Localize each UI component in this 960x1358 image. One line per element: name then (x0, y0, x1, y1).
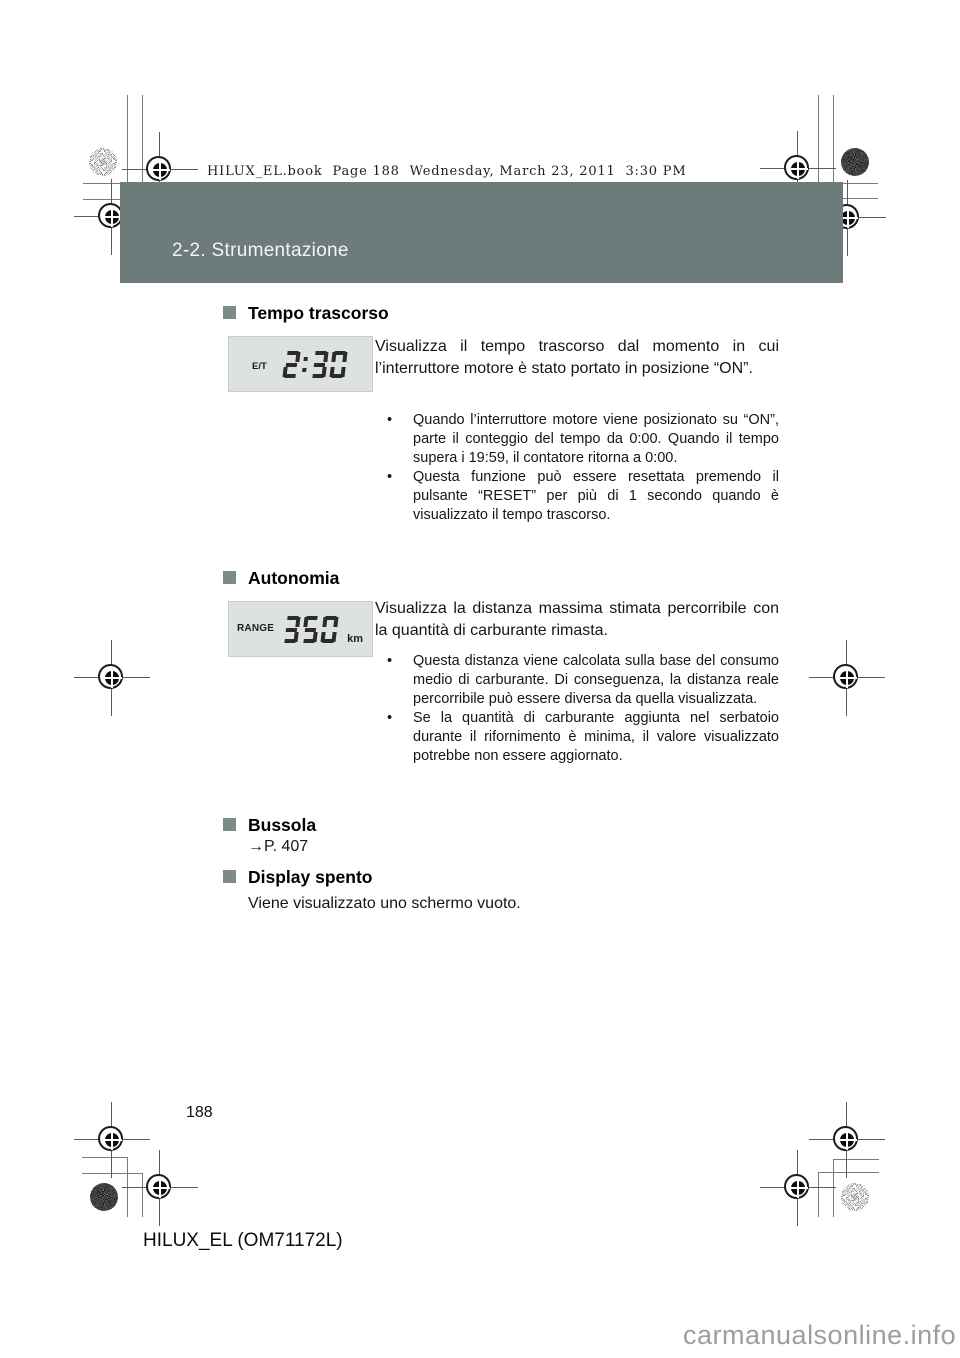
section-text: Viene visualizzato uno schermo vuoto. (248, 895, 521, 912)
bullet-list (375, 652, 779, 766)
sunburst-mark-icon (89, 148, 117, 176)
trim-line (142, 1173, 143, 1217)
section-heading-tempo-trascorso (223, 303, 389, 324)
section-marker-square (223, 818, 236, 831)
trim-line (843, 183, 878, 184)
elapsed-time-display (228, 336, 373, 392)
watermark: carmanualsonline.info (683, 1320, 957, 1350)
section-heading-autonomia (223, 568, 339, 589)
seven-segment-value (280, 351, 349, 378)
bullet-item: • Se la quantità di carburante aggiunta nel serbatoio durante il rifornimento è minima, il valore visualizzato potrebbe non essere aggiornato. (375, 709, 779, 766)
page-number: 188 (186, 1104, 213, 1121)
bullet-list (375, 411, 779, 525)
seven-segment-value (280, 616, 340, 643)
chapter-header-bar (120, 182, 843, 283)
bullet-item: • Quando l’interruttore motore viene posizionato su “ON”, parte il conteggio del tempo da 0:00. Quando il tempo supera i 19:59, il contatore ritorna a 0:00. (375, 411, 779, 468)
page-reference: →P. 407 (248, 838, 309, 855)
registration-mark-icon (74, 1102, 150, 1178)
section-paragraph: Visualizza la distanza massima stimata percorribile con la quantità di carburante rimasta. (375, 600, 779, 639)
trim-line (82, 1157, 127, 1158)
section-title: Autonomia (248, 568, 340, 588)
trim-line (127, 1157, 128, 1217)
registration-mark-icon (122, 1150, 198, 1226)
section-heading-display-spento (223, 867, 372, 888)
trim-line (127, 95, 128, 184)
range-display (228, 601, 373, 657)
sunburst-mark-icon (841, 1183, 869, 1211)
display-label: RANGE (237, 623, 275, 634)
section-title: Display spento (248, 867, 373, 887)
trim-line (833, 1159, 834, 1217)
display-label: E/T (252, 361, 267, 372)
display-unit: km (347, 633, 363, 645)
trim-line (83, 199, 120, 200)
section-marker-square (223, 306, 236, 319)
trim-line (142, 95, 143, 184)
section-heading-bussola (223, 815, 316, 836)
document-code: HILUX_EL (OM71172L) (143, 1230, 343, 1251)
section-marker-square (223, 571, 236, 584)
section-paragraph: Visualizza il tempo trascorso dal momento in cui l’interruttore motore è stato portato in posizione “ON”. (375, 338, 779, 377)
registration-mark-icon (809, 1102, 885, 1178)
section-title: Tempo trascorso (248, 303, 389, 323)
registration-mark-icon (760, 1150, 836, 1226)
trim-line (818, 1172, 819, 1217)
sunburst-mark-icon (841, 148, 869, 176)
bullet-item: • Questa funzione può essere resettata premendo il pulsante “RESET” per più di 1 secondo quando è visualizzato il tempo trascorso. (375, 468, 779, 525)
section-title: Bussola (248, 815, 317, 835)
print-job-header: HILUX_EL.book Page 188 Wednesday, March 23, 2011 3:30 PM (207, 164, 687, 179)
chapter-title: 2-2. Strumentazione (172, 240, 349, 261)
bullet-item: • Questa distanza viene calcolata sulla base del consumo medio di carburante. Di conseguenza, la distanza reale percorribile può essere diversa da quella visualizzata. (375, 652, 779, 709)
trim-line (833, 1159, 879, 1160)
trim-line (818, 1172, 879, 1173)
trim-line (818, 95, 819, 184)
sunburst-mark-icon (90, 1183, 118, 1211)
registration-mark-icon (809, 640, 885, 716)
section-marker-square (223, 870, 236, 883)
trim-line (82, 1173, 142, 1174)
registration-mark-icon (74, 640, 150, 716)
trim-line (83, 183, 120, 184)
